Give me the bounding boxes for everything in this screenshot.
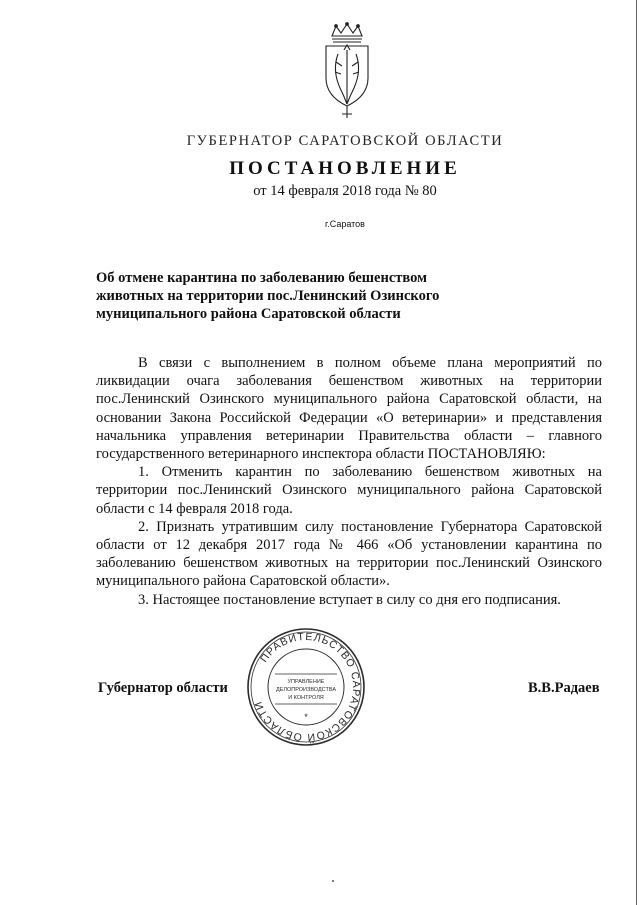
- document-city: г.Саратов: [325, 219, 365, 229]
- official-seal-icon: [245, 626, 367, 748]
- body-paragraph: 1. Отменить карантин по заболеванию бешенством животных на территории пос.Ленинский Озинского муниципального района Саратовской области с 14 февраля 2018 года.: [96, 464, 602, 517]
- document-type: ПОСТАНОВЛЕНИЕ: [229, 158, 461, 179]
- body-paragraph: 2. Признать утратившим силу постановление Губернатора Саратовской области от 12 декабря 2017 года № 466 «Об установлении карантина по заболеванию бешенством животных на территории пос.Ленинский Озинского муниципального района Саратовской области».: [96, 518, 602, 590]
- seal-inner-line: И КОНТРОЛЯ: [288, 695, 324, 701]
- subject-line: муниципального района Саратовской области: [96, 306, 401, 322]
- subject-line: Об отмене карантина по заболеванию бешенством: [96, 270, 427, 286]
- scan-edge-line: [636, 0, 637, 905]
- body-paragraph: 3. Настоящее постановление вступает в силу со дня его подписания.: [138, 591, 561, 608]
- document-body: [96, 354, 602, 609]
- seal-star: *: [304, 712, 308, 722]
- body-paragraph: В связи с выполнением в полном объеме плана мероприятий по ликвидации очага заболевания бешенством животных на территории пос.Ленинский Озинского муниципального района Саратовской области, на основании Закона Российской Федерации «О ветеринарии» и представления начальника управления ветеринарии Правительства области – главного государственного ветеринарного инспектора области ПОСТАНОВЛЯЮ:: [96, 355, 602, 463]
- scan-speck: [332, 880, 334, 882]
- issuing-authority: ГУБЕРНАТОР САРАТОВСКОЙ ОБЛАСТИ: [186, 133, 504, 149]
- subject-line: животных на территории пос.Ленинский Озинского: [96, 288, 440, 304]
- seal-outer-text: ПРАВИТЕЛЬСТВО САРАТОВСКОЙ ОБЛАСТИ: [252, 630, 363, 744]
- coat-of-arms-icon: [318, 22, 376, 120]
- seal-inner-line: УПРАВЛЕНИЕ: [287, 679, 325, 685]
- seal-inner-line: ДЕЛОПРОИЗВОДСТВА: [275, 687, 337, 693]
- signatory-title: Губернатор области: [98, 680, 228, 696]
- signatory-name: В.В.Радаев: [528, 680, 600, 696]
- document-subject: [96, 269, 476, 323]
- document-date-number: от 14 февраля 2018 года № 80: [253, 183, 437, 199]
